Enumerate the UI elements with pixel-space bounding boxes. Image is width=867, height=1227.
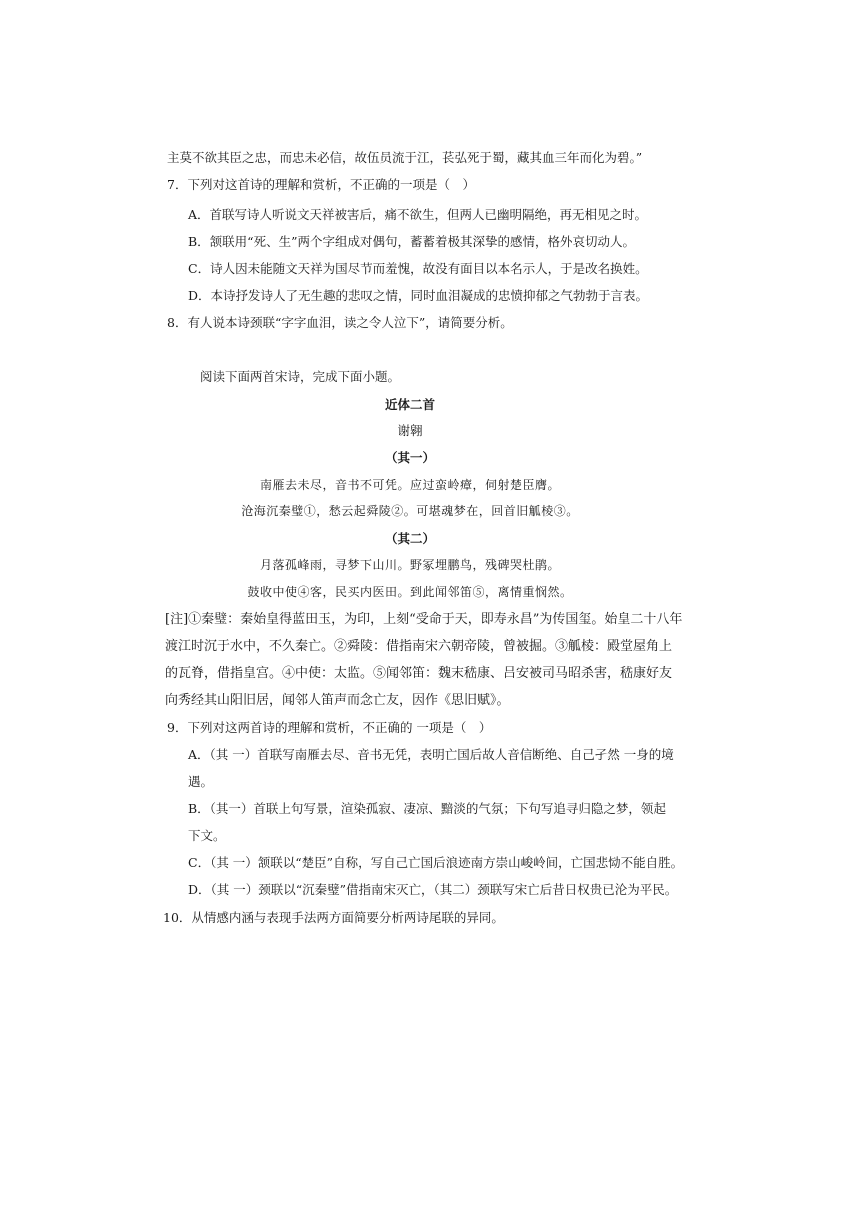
notes-line-1: [注]①秦璧：秦始皇得蓝田玉，为印，上刻“受命于天，即寿永昌”为传国玺。始皇二十八年	[165, 612, 683, 627]
notes-line-4: 向秀经其山阳旧居，闻邻人笛声而念亡友，因作《思旧赋》。	[165, 693, 510, 708]
poem-author: 谢翱	[397, 423, 423, 438]
notes-line-3: 的瓦脊，借指皇宫。④中使：太监。⑤闻邻笛：魏末嵇康、吕安被司马昭杀害，嵇康好友	[165, 666, 673, 681]
question-7-stem: 7．下列对这首诗的理解和赏析，不正确的一项是（ ）	[167, 177, 475, 192]
question-10: 10．从情感内涵与表现手法两方面简要分析两诗尾联的异同。	[163, 910, 504, 925]
question-9-stem: 9．下列对这两首诗的理解和赏析，不正确的 一项是（ ）	[167, 720, 492, 735]
poem-title: 近体二首	[384, 397, 435, 412]
poem-1-heading: （其一）	[384, 450, 435, 465]
question-7-option-d: D．本诗抒发诗人了无生趣的悲叹之情，同时血泪凝成的忠愤抑郁之气勃勃于言表。	[188, 288, 649, 303]
question-8: 8．有人说本诗颈联“字字血泪，读之令人泣下”，请简要分析。	[167, 315, 513, 330]
question-7-option-b: B．颔联用“死、生”两个字组成对偶句，蓄蓄着极其深挚的感情，格外哀切动人。	[188, 234, 635, 249]
question-9-option-a-line-2: 遇。	[188, 774, 214, 789]
reading-instruction: 阅读下面两首宋诗，完成下面小题。	[200, 369, 401, 384]
poem-1-line-1: 南雁去未尽，音书不可凭。应过蛮岭瘴，伺射楚臣膺。	[259, 478, 560, 492]
poem-2-heading: （其二）	[384, 531, 435, 546]
question-9-option-b-line-1: B．（其一）首联上句写景，渲染孤寂、凄凉、黯淡的气氛；下句写追寻归隐之梦，领起	[188, 801, 666, 816]
question-9-option-b-line-2: 下文。	[188, 828, 226, 843]
question-7-option-a: A．首联写诗人听说文天祥被害后，痛不欲生，但两人已幽明隔绝，再无相见之时。	[188, 207, 648, 222]
question-7-option-c: C．诗人因未能随文天祥为国尽节而羞愧，故没有面目以本名示人，于是改名换姓。	[188, 261, 648, 276]
question-9-option-d: D．（其 一）颈联以“沉秦璧”借指南宋灭亡，（其二）颈联写宋亡后昔日权贵已沦为平民。	[188, 882, 678, 897]
intro-tail-text: 主莫不欲其臣之忠，而忠未必信，故伍员流于江，苌弘死于蜀，藏其血三年而化为碧。”	[167, 150, 643, 165]
poem-2-line-1: 月落孤峰雨，寻梦下山川。野冢埋鹏鸟，残碑哭杜鹃。	[259, 558, 560, 572]
question-9-option-a-line-1: A．（其 一）首联写南雁去尽、音书无凭，表明亡国后故人音信断绝、自己孑然 一身的境	[188, 747, 674, 762]
question-9-option-c: C．（其 一）颔联以“楚臣”自称，写自己亡国后浪迹南方崇山峻岭间，亡国悲恸不能自胜。	[188, 855, 684, 870]
notes-line-2: 渡江时沉于水中，不久秦亡。②舜陵：借指南宋六朝帝陵，曾被掘。③觚棱：殿堂屋角上	[165, 639, 673, 654]
poem-2-line-2: 鼓收中使④客，民买内医田。到此闻邻笛⑤，离情重悯然。	[247, 585, 573, 599]
poem-1-line-2: 沧海沉秦璧①，愁云起舜陵②。可堪魂梦在，回首旧觚棱③。	[241, 504, 579, 518]
